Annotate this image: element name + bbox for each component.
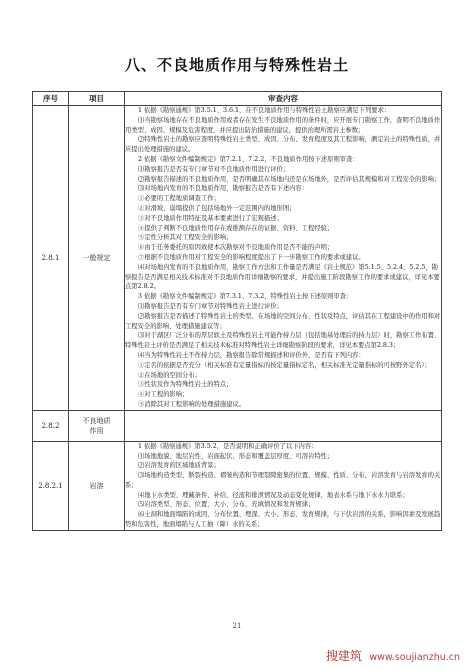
content-line: ⑦根据不良地质作用对工程安全的影响程度提出了下一步勘察工作的要求或建议。 [138, 253, 365, 261]
row-content [125, 441, 442, 530]
content-line: ③性状及作为特殊性岩土的特点； [138, 381, 233, 389]
content-line: ⑶对于湖区厂泛分布的厚层软土及特殊性岩土可能作持力层（包括地基处理后的持力层）时，勘察工作布置、特殊性岩土评价是否满足了相关技术标准对特殊性岩土详细勘察阶段的要求，详见本要点第2.8.3； [125, 332, 441, 350]
content-line: ⑴勘察报告是否有专门章节对不良地质作用进行评价； [138, 165, 290, 173]
content-line: ⑵勘察报告是否描述了特殊性岩土的类型、在场地的空间分布、性状及特点，评估其在工程建设中的作用和对工程安全的影响、处理措施建议等； [125, 312, 441, 330]
content-line: ③对不良地质作用特征及基本要素进行了宏观描述； [138, 214, 283, 222]
content-line: ②对滑坡、崩塌提供了包括场地外一定范围内的地形图； [138, 204, 296, 212]
content-line: ⑸岩溶类型、形态、位置、大小、分布、充填情况和发育规律； [138, 501, 315, 509]
row-number: 2.8.2.1 [33, 441, 69, 530]
content-line: ⑤消除其对工程影响的处理措施建议。 [138, 400, 246, 408]
content-line: ④提供了判断不良地质作用存在或推测存在的证据、资料、工程经验； [138, 224, 334, 232]
row-item: 岩溶 [69, 441, 125, 530]
site-watermark [326, 647, 460, 664]
content-line: ⑷对场地内发育的不良地质作用，勘察工作方法和工作量是否满足《岩土规范》第5.1.5、5.2.4、5.2.5，勘察报告是否满足相关技术标准对不良地质作用详细勘察的要求，并提出施工阶段勘察工作的要求或建议，详见本要点第2.8.2。 [125, 263, 440, 291]
review-table [32, 91, 442, 531]
content-line: ②在场地的空间分布； [138, 371, 201, 379]
header-item: 项目 [69, 92, 125, 106]
content-line: ⑴场地地貌、地层岩性、岩面起伏、形态和覆盖层厚度、可溶岩特性； [138, 452, 334, 460]
content-line: ⑹土洞和地面塌陷的成因、分布位置、埋深、大小、形态、发育规律，与下伏岩溶的关系，影响因素及发展趋势和危害性，地面塌陷与人工抽（降）水的关系； [125, 511, 441, 529]
content-line: ⑶场地构造类型、断裂构造、褶皱构造和节理裂隙密集的位置、规模、性质、分布，岩溶发育与岩溶发育的关系； [125, 472, 441, 489]
content-line: ⑷地下水类型、埋藏条件、补给、径流和排泄情况及动态变化规律，地表水系与地下水水力联系； [138, 491, 409, 499]
content-line: 1 依据《勘察通规》第3.5.2，是否说明和正确评价了以下内容： [138, 442, 318, 450]
page-number: 21 [232, 622, 242, 630]
content-line: ⑶对场地内发育的不良地质作用，勘察报告是否有下述内容： [138, 185, 309, 193]
content-line: ⑵岩溶发育的区域地质背景； [138, 462, 220, 470]
table-row [33, 106, 442, 411]
content-line: 3 依据《勘察文件编制规定》第7.3.1、7.3.2，特殊性岩土按下述原则审查： [138, 293, 353, 301]
content-line: ⑵勘察报告描述的不良地质作用，是否明确其在场地内还是在场地外，是否评估其规模和对工程安全的影响； [138, 175, 441, 183]
content-line: 1 依据《勘察通规》第3.5.1、3.6.1，在不良地质作用与特殊性岩土勘察应满足下列要求： [138, 107, 391, 114]
row-number: 2.8.2 [33, 410, 69, 441]
table-row [33, 410, 442, 441]
table-header-row [33, 92, 442, 106]
content-line: ⑴当勘察场地存在不良地质作用或者存在发生不良地质作用的条件时，应开展专门勘察工作，查明不良地质作用类型、成因、规模及危害程度，并应提出防治措施的建议，提供治理所需岩土参数； [125, 116, 441, 134]
content-line: ⑴勘察报告是否有专门章节对特殊性岩土进行评价； [138, 302, 283, 310]
row-number: 2.8.1 [33, 106, 69, 411]
watermark-url: www.soujianzhu.cn [369, 652, 460, 663]
row-item: 一般规定 [69, 106, 125, 411]
content-line: ①定名的依据是否充分（相关标准有定量指标的按定量指标定名，相关标准无定量指标的可按野外定名）； [138, 361, 431, 369]
table-row [33, 441, 442, 530]
row-content [125, 410, 442, 441]
row-content [125, 106, 442, 411]
header-num: 序号 [33, 92, 69, 106]
content-line: ⑵特殊性岩土的勘察应查明特殊性岩土类型、成因、分布、发育程度及其工程影响，测定岩土的特殊性质，并应提出处理措施的建议。 [125, 136, 441, 154]
content-line: ①必要的工程地质调查工作； [138, 195, 220, 203]
content-line: ⑷当为特殊性岩土不作持力层，勘察报告除常规描述和评价外，是否有下列内容： [138, 351, 365, 359]
row-item-line: 不良地质 [82, 416, 111, 425]
content-line: ④对工程的影响； [138, 391, 189, 399]
header-content: 审查内容 [125, 92, 442, 106]
row-item [69, 410, 125, 441]
content-line: 2 依据《勘察文件编制规定》第7.2.1、7.2.2，不良地质作用按下述原则审查： [138, 155, 359, 163]
content-line: ⑤定性分析其对工程安全的影响； [138, 234, 233, 242]
row-item-line: 作用 [89, 426, 104, 435]
page-title: 八、不良地质作用与特殊性岩土 [124, 56, 349, 74]
watermark-brand: 搜建筑 [325, 649, 362, 663]
content-line: ⑥由于任务委托的原因致使本次勘察对不良地质作用是否不能的声明； [138, 244, 334, 252]
